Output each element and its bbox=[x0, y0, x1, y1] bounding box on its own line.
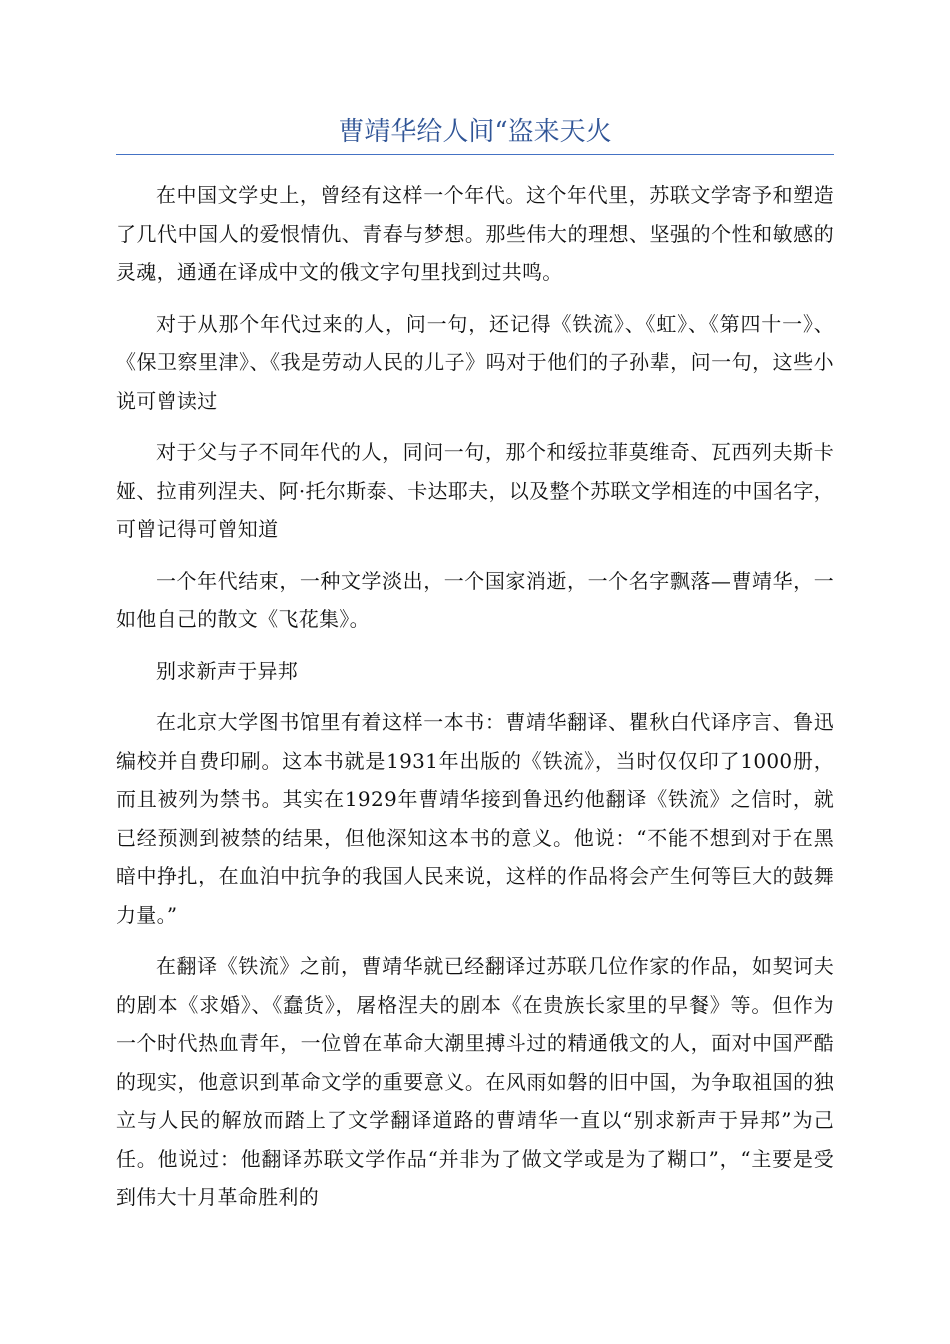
paragraph: 一个年代结束，一种文学淡出，一个国家消逝，一个名字飘落—曹靖华，一如他自己的散文《飞花集》。 bbox=[116, 568, 834, 631]
paragraph: 对于从那个年代过来的人，问一句，还记得《铁流》、《虹》、《第四十一》、《保卫察里津》、《我是劳动人民的儿子》吗对于他们的子孙辈，问一句，这些小说可曾读过 bbox=[116, 311, 834, 413]
document-title: 曹靖华给人间“盗来天火 bbox=[338, 117, 612, 147]
section-heading: 别求新声于异邦 bbox=[156, 658, 299, 683]
paragraph: 在北京大学图书馆里有着这样一本书：曹靖华翻译、瞿秋白代译序言、鲁迅编校并自费印刷。这本书就是1931年出版的《铁流》，当时仅仅印了1000册，而且被列为禁书。其实在1929年曹靖华接到鲁迅约他翻译《铁流》之信时，就已经预测到被禁的结果，但他深知这本书的意义。他说：“不能不想到对于在黑暗中挣扎，在血泊中抗争的我国人民来说，这样的作品将会产生何等巨大的鼓舞力量。” bbox=[116, 710, 834, 927]
paragraph: 在翻译《铁流》之前，曹靖华就已经翻译过苏联几位作家的作品，如契诃夫的剧本《求婚》、《蠢货》，屠格涅夫的剧本《在贵族长家里的早餐》等。但作为一个时代热血青年，一位曾在革命大潮里搏斗过的精通俄文的人，面对中国严酷的现实，他意识到革命文学的重要意义。在风雨如磐的旧中国，为争取祖国的独立与人民的解放而踏上了文学翻译道路的曹靖华一直以“别求新声于异邦”为己任。他说过：他翻译苏联文学作品“并非为了做文学或是为了糊口”，“主要是受到伟大十月革命胜利的 bbox=[116, 954, 834, 1209]
paragraph: 对于父与子不同年代的人，同问一句，那个和绥拉菲莫维奇、瓦西列夫斯卡娅、拉甫列涅夫、阿·托尔斯泰、卡达耶夫，以及整个苏联文学相连的中国名字，可曾记得可曾知道 bbox=[116, 440, 834, 541]
document-body bbox=[116, 176, 834, 1230]
title-underline bbox=[116, 154, 834, 155]
paragraph: 在中国文学史上，曾经有这样一个年代。这个年代里，苏联文学寄予和塑造了几代中国人的爱恨情仇、青春与梦想。那些伟大的理想、坚强的个性和敏感的灵魂，通通在译成中文的俄文字句里找到过共鸣。 bbox=[116, 183, 834, 284]
